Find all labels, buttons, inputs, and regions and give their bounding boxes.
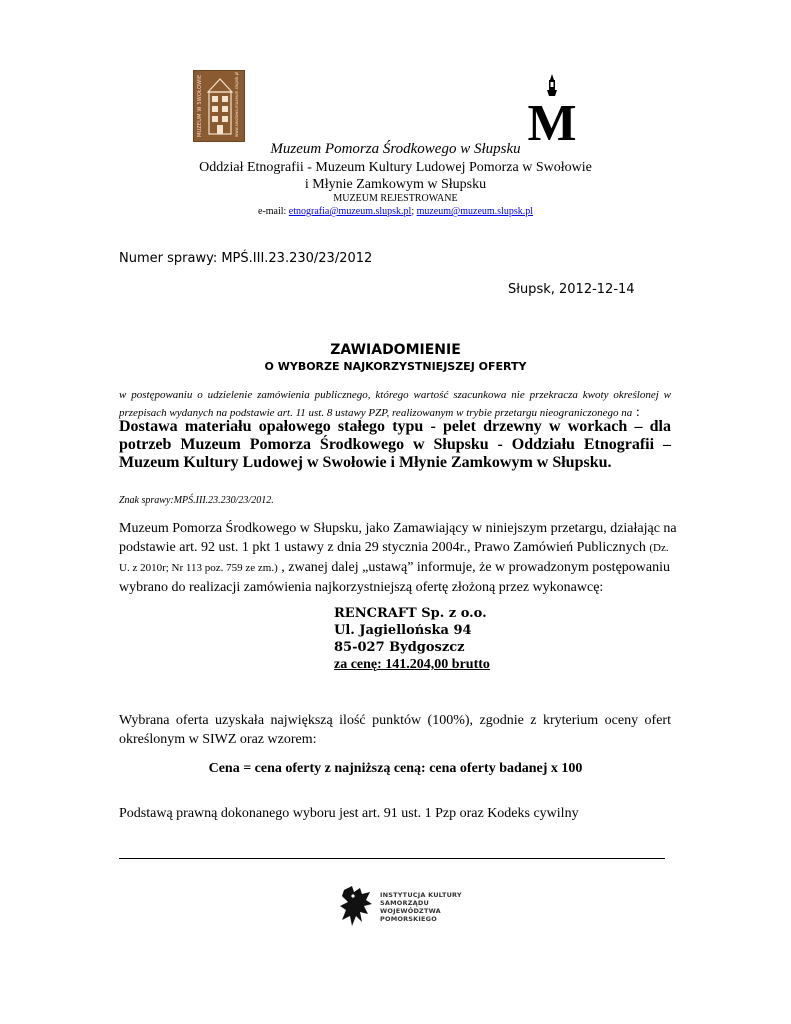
- griffin-emblem-icon: [338, 884, 376, 928]
- intro-paragraph: [119, 387, 671, 422]
- footer-line-4: POMORSKIEGO: [380, 915, 437, 923]
- footer-line-1: INSTYTUCJA KULTURY: [380, 891, 462, 899]
- price-formula: Cena = cena oferty z najniższą ceną: cena oferty badanej x 100: [208, 761, 583, 776]
- museum-name: Muzeum Pomorza Środkowego w Słupsku: [270, 141, 521, 157]
- footer-institution-text: [380, 891, 462, 923]
- email-link-muzeum[interactable]: muzeum@muzeum.slupsk.pl: [416, 206, 534, 217]
- document-subtitle: O WYBORZE NAJKORZYSTNIEJSZEJ OFERTY: [264, 360, 527, 373]
- decision-part-2: , zwanej dalej „ustawą” informuje, że w prowadzonym postępowaniu wybrano do realizacji zamówienia najkorzystniejszą ofertę złożoną przez wykonawcę:: [119, 560, 671, 595]
- building-icon: [207, 76, 233, 136]
- case-number: Numer sprawy: MPŚ.III.23.230/23/2012: [119, 251, 373, 266]
- document-title: ZAWIADOMIENIE: [330, 342, 461, 358]
- subject-paragraph: Dostawa materiału opałowego stałego typu - pelet drzewny w workach – dla potrzeb Muzeum Pomorza Środkowego w Słupsku - Oddziału Etnografii – Muzeum Kultury Ludowej w Swołowie i Młynie Zamkowym w Słupsku.: [119, 418, 671, 471]
- email-separator: ;: [411, 206, 417, 217]
- branch-line-2: i Młynie Zamkowym w Słupsku: [304, 177, 487, 192]
- email-label: e-mail:: [257, 206, 289, 217]
- branch-line-1: Oddział Etnografii - Muzeum Kultury Ludowej Pomorza w Swołowie: [199, 160, 592, 175]
- logo-left-url: www.swolowo.muzeum.slupsk.pl: [234, 71, 239, 137]
- winner-block: [334, 605, 490, 673]
- footer-divider: [119, 858, 665, 859]
- footer-line-2: SAMORZĄDU: [380, 899, 429, 907]
- email-link-etnografia[interactable]: etnografia@muzeum.slupsk.pl: [288, 206, 412, 217]
- decision-citation: (Dz. U. z 2010r; Nr 113 poz. 759 ze zm.): [119, 542, 669, 574]
- footer-line-3: WOJEWÓDZTWA: [380, 907, 441, 915]
- registered-label: MUZEUM REJESTROWANE: [333, 193, 458, 204]
- reference-number: Znak sprawy:MPŚ.III.23.230/23/2012.: [119, 495, 274, 506]
- winner-city: 85-027 Bydgoszcz: [334, 640, 465, 655]
- place-date: Słupsk, 2012-12-14: [508, 282, 635, 297]
- winner-name: RENCRAFT Sp. z o.o.: [334, 606, 487, 621]
- intro-text: w postępowaniu o udzielenie zamówienia publicznego, którego wartość szacunkowa nie przekracza kwoty określonej w przepisach wydanych na podstawie art. 11 ust. 8 ustawy PZP, realizowanym w trybie przetargu nieograniczonego na: [119, 389, 671, 419]
- legal-basis: Podstawą prawną dokonanego wyboru jest art. 91 ust. 1 Pzp oraz Kodeks cywilny: [119, 806, 579, 821]
- winner-street: Ul. Jagiellońska 94: [334, 623, 472, 638]
- museum-branch-logo: [193, 70, 245, 142]
- intro-colon: :: [632, 405, 640, 420]
- decision-paragraph: [119, 519, 679, 597]
- scoring-paragraph: Wybrana oferta uzyskała największą ilość punktów (100%), zgodnie z kryterium oceny ofert określonym w SIWZ oraz wzorem:: [119, 713, 671, 747]
- winner-price: za cenę: 141.204,00 brutto: [334, 657, 490, 672]
- logo-right-letter: M: [527, 95, 577, 152]
- decision-part-1: Muzeum Pomorza Środkowego w Słupsku, jako Zamawiający w niniejszym przetargu, działając na podstawie art. 92 ust. 1 pkt 1 ustawy z dnia 29 stycznia 2004r., Prawo Zamówień Publicznych: [119, 521, 677, 555]
- logo-left-text: MUZEUM W SWOŁOWIE: [197, 74, 203, 137]
- email-line: [0, 206, 791, 217]
- museum-m-logo: [527, 72, 577, 152]
